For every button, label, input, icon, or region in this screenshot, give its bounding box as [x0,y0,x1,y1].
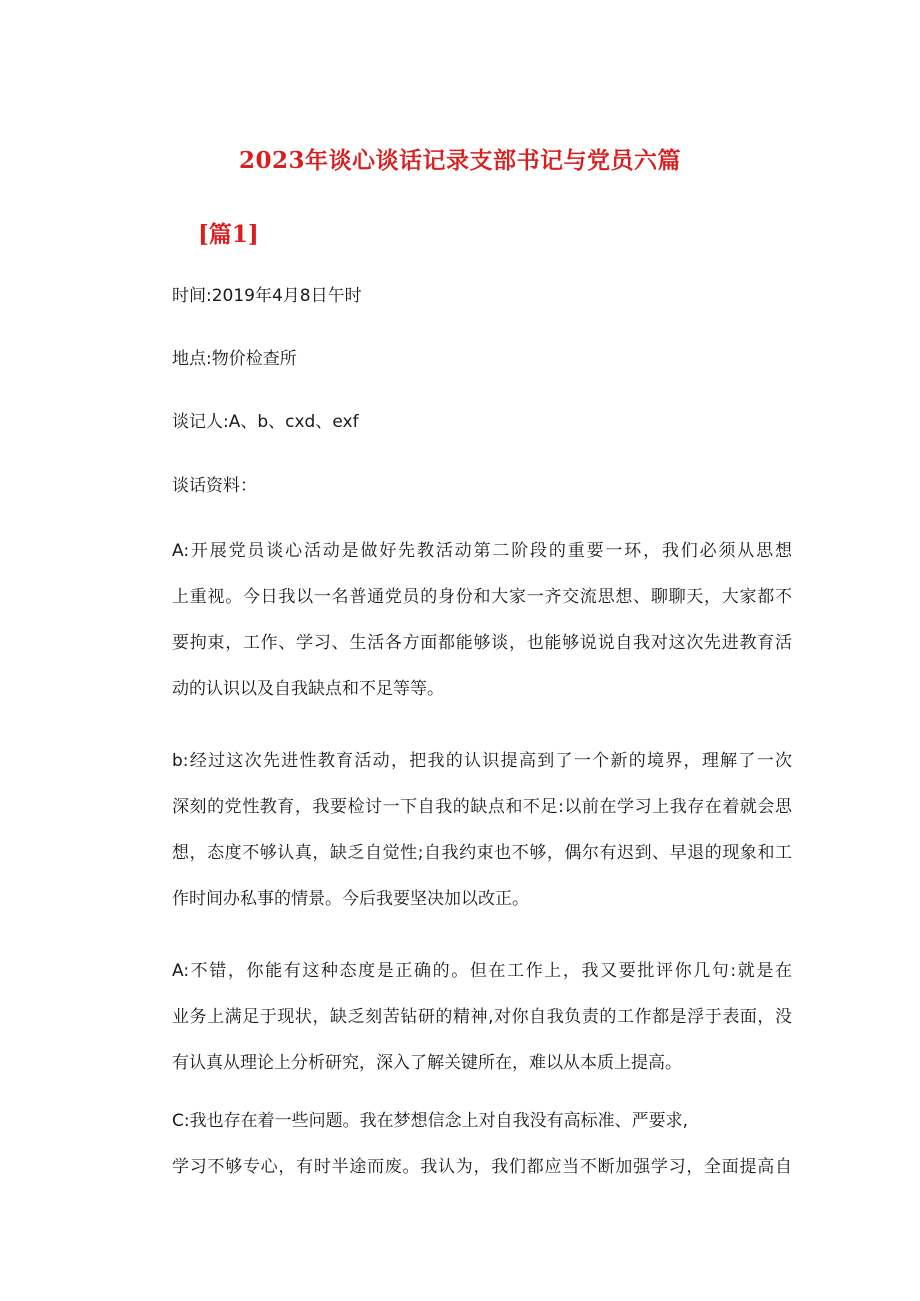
paragraph-line: 业务上满足于现状，缺乏刻苦钻研的精神,对你自我负责的工作都是浮于表面，没 [172,1007,792,1027]
paragraph-line: 动的认识以及自我缺点和不足等等。 [172,679,444,699]
meta-recorder [172,410,359,434]
meta-time: 时间:2019年4月8日午时 [172,286,362,306]
paragraph-2 [172,738,792,922]
paragraph-line: 要拘束，工作、学习、生活各方面都能够谈，也能够说说自我对这次先进教育活 [172,633,792,653]
paragraph-line: A:开展党员谈心活动是做好先教活动第二阶段的重要一环，我们必须从思想 [172,541,792,561]
section-heading: [篇1] [198,221,259,248]
document-title: 2023年谈心谈话记录支部书记与党员六篇 [238,147,681,174]
meta-recorder-text: 谈记人:A、b、cxd、exf [172,412,359,432]
paragraph-line: C:我也存在着一些问题。我在梦想信念上对自我没有高标准、严要求, [172,1111,689,1131]
meta-content-label: 谈话资料： [172,476,257,496]
paragraph-line: b:经过这次先进性教育活动，把我的认识提高到了一个新的境界，理解了一次 [172,751,792,771]
paragraph-line: 有认真从理论上分析研究，深入了解关键所在，难以从本质上提高。 [172,1053,682,1073]
paragraph-line: 深刻的党性教育，我要检讨一下自我的缺点和不足:以前在学习上我存在着就会思 [172,797,792,817]
paragraph-line: 上重视。今日我以一名普通党员的身份和大家一齐交流思想、聊聊天，大家都不 [172,587,792,607]
paragraph-4 [172,1098,792,1190]
paragraph-line: 学习不够专心，有时半途而废。我认为，我们都应当不断加强学习，全面提高自 [172,1157,792,1177]
meta-place: 地点:物价检查所 [172,349,297,369]
paragraph-line: 想，态度不够认真，缺乏自觉性;自我约束也不够，偶尔有迟到、早退的现象和工 [172,843,792,863]
paragraph-line: 作时间办私事的情景。今后我要坚决加以改正。 [172,889,529,909]
paragraph-line: A:不错，你能有这种态度是正确的。但在工作上，我又要批评你几句:就是在 [172,961,792,981]
paragraph-3 [172,948,792,1086]
paragraph-1 [172,528,792,712]
